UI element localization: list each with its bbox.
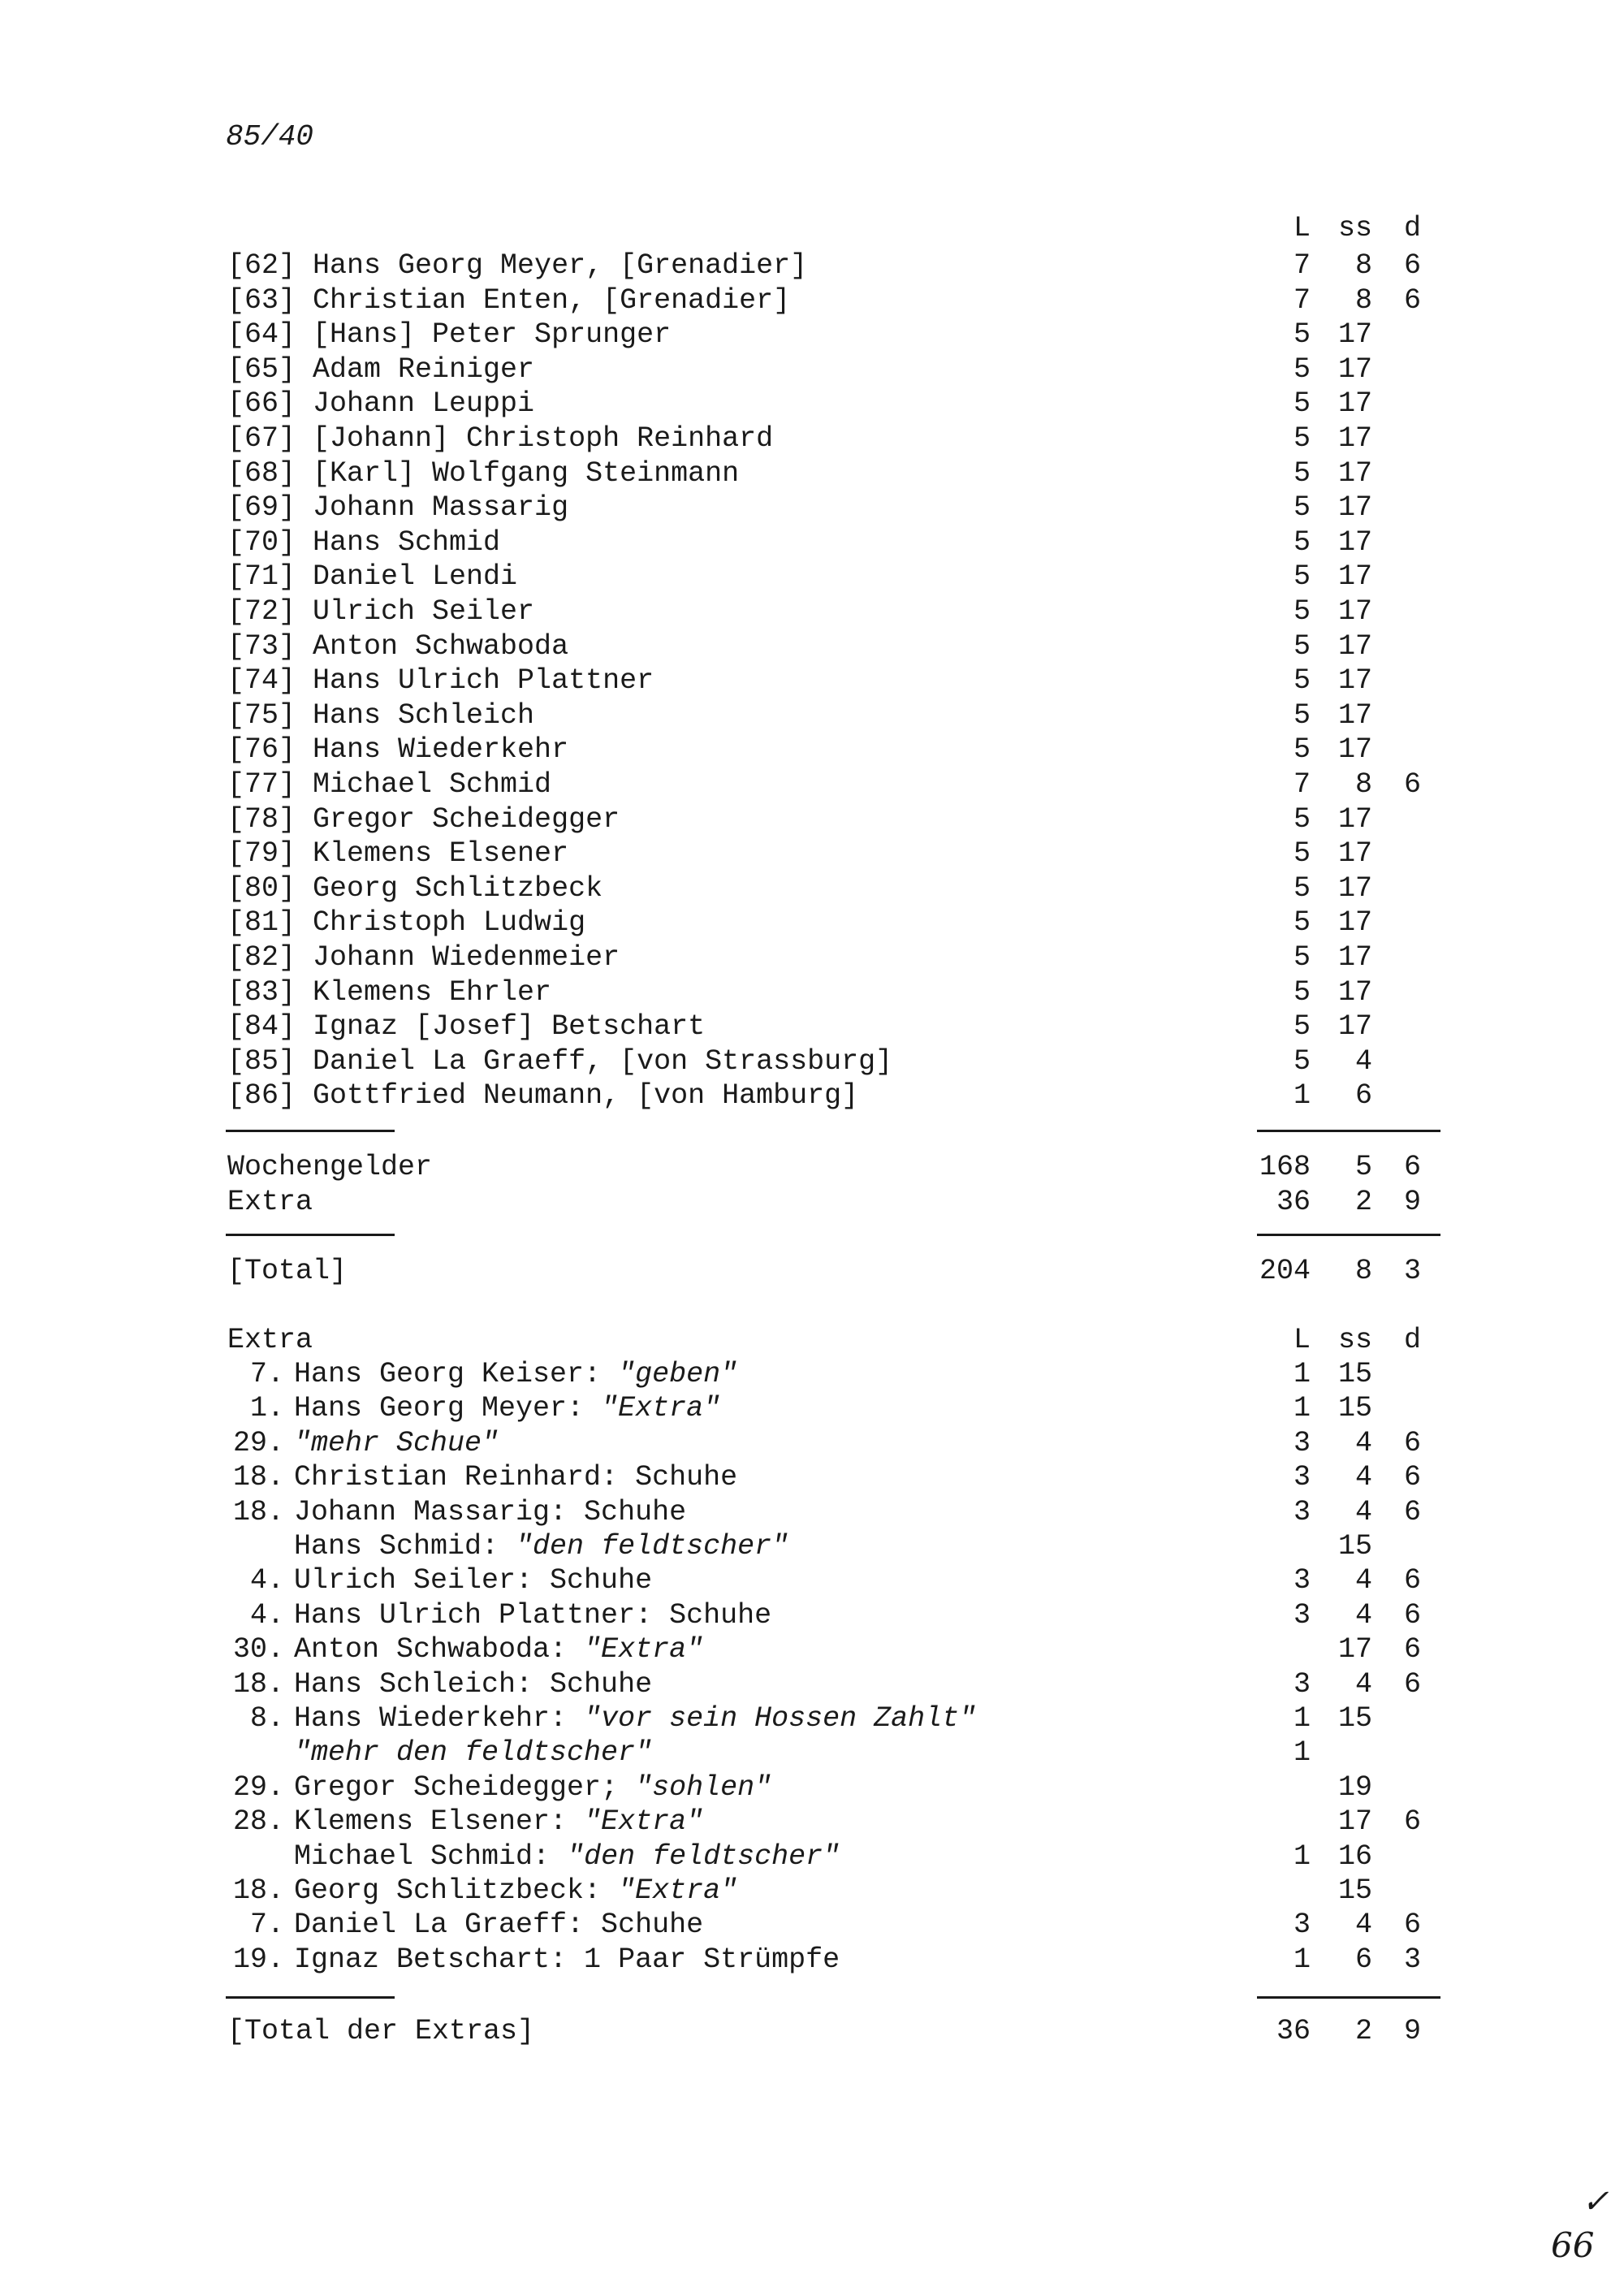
- entry-label: [83] Klemens Ehrler: [227, 975, 552, 1009]
- extra-name: Hans Wiederkehr:: [294, 1702, 585, 1735]
- extra-d: 6: [1403, 1667, 1421, 1701]
- entry-row: [0, 560, 1624, 594]
- entry-label: [76] Hans Wiederkehr: [227, 733, 569, 767]
- entry-row: [0, 629, 1624, 664]
- entry-row: [0, 664, 1624, 698]
- entry-label: [72] Ulrich Seiler: [227, 595, 535, 628]
- extra-note: "den feldtscher": [516, 1530, 789, 1563]
- extra-row: [0, 1529, 1624, 1563]
- extra-day: 29.: [232, 1426, 284, 1459]
- entry-label: [78] Gregor Scheidegger: [227, 802, 620, 836]
- extra-day: 18.: [232, 1495, 284, 1528]
- entry-ss: 17: [1337, 664, 1372, 698]
- extra-d: 6: [1403, 1426, 1421, 1459]
- subtotal-ss: 5: [1354, 1151, 1372, 1183]
- subtotal-ss: 2: [1354, 1185, 1372, 1218]
- extra-header-label: Extra: [227, 1324, 313, 1356]
- extra-ss: 16: [1337, 1840, 1372, 1873]
- entry-L: 5: [1293, 456, 1311, 490]
- entry-row: [0, 525, 1624, 560]
- extra-name: Hans Schmid:: [294, 1530, 516, 1563]
- extra-day: 30.: [232, 1633, 284, 1667]
- extra-day: 19.: [232, 1943, 284, 1976]
- extra-L: 3: [1293, 1909, 1311, 1942]
- extra-name: Hans Georg Keiser:: [294, 1358, 619, 1390]
- extra-ss: 15: [1337, 1392, 1372, 1425]
- extra-note: "vor sein Hossen Zahlt": [584, 1702, 977, 1735]
- entry-row: [0, 491, 1624, 525]
- entry-label: [75] Hans Schleich: [227, 698, 535, 732]
- extra-note: "Extra": [618, 1874, 738, 1907]
- entry-ss: 17: [1337, 595, 1372, 628]
- extra-note: "geben": [618, 1358, 738, 1390]
- extra-note: "Extra": [584, 1805, 704, 1839]
- extra-name: Hans Georg Meyer:: [294, 1392, 602, 1425]
- extra-ss: 15: [1337, 1702, 1372, 1735]
- extra-description: [294, 1598, 771, 1632]
- entry-ss: 17: [1337, 733, 1372, 767]
- extra-d: 6: [1403, 1495, 1421, 1528]
- entry-ss: 8: [1354, 283, 1372, 317]
- extra-description: [294, 1874, 737, 1908]
- extras-total-L: 36: [1276, 2015, 1311, 2047]
- subtotal-L: 36: [1276, 1185, 1311, 1218]
- entry-row: [0, 249, 1624, 283]
- total-ss: 8: [1354, 1255, 1372, 1287]
- extra-ss: 4: [1354, 1909, 1372, 1942]
- extra-day: 1.: [249, 1392, 284, 1425]
- divider-left: [226, 1996, 395, 1999]
- entry-ss: 17: [1337, 525, 1372, 559]
- extra-ss: 17: [1337, 1805, 1372, 1839]
- extra-name: Anton Schwaboda:: [294, 1633, 585, 1667]
- entry-L: 5: [1293, 975, 1311, 1009]
- extra-L: 3: [1293, 1461, 1311, 1494]
- entry-L: 5: [1293, 352, 1311, 386]
- entry-L: 5: [1293, 941, 1311, 974]
- entry-label: [73] Anton Schwaboda: [227, 629, 569, 663]
- extra-description: [294, 1701, 976, 1736]
- extra-note: "Extra": [584, 1633, 704, 1667]
- entry-L: 1: [1293, 1079, 1311, 1113]
- entry-row: [0, 975, 1624, 1009]
- entry-row: [0, 318, 1624, 352]
- entry-label: [65] Adam Reiniger: [227, 352, 535, 386]
- entry-L: 5: [1293, 802, 1311, 836]
- extra-ss: 4: [1354, 1461, 1372, 1494]
- extra-day: 7.: [249, 1358, 284, 1390]
- entry-ss: 8: [1354, 768, 1372, 801]
- entry-ss: 17: [1337, 698, 1372, 732]
- extra-description: [294, 1529, 788, 1563]
- extra-d: 6: [1403, 1461, 1421, 1494]
- entry-ss: 17: [1337, 422, 1372, 455]
- extra-day: 29.: [232, 1770, 284, 1804]
- subtotal-L: 168: [1259, 1151, 1311, 1183]
- entry-L: 5: [1293, 664, 1311, 698]
- extra-d: 6: [1403, 1909, 1421, 1942]
- entry-row: [0, 456, 1624, 491]
- extra-note: "sohlen": [635, 1770, 772, 1804]
- total-d: 3: [1403, 1255, 1421, 1287]
- entry-ss: 17: [1337, 352, 1372, 386]
- extra-name: Georg Schlitzbeck:: [294, 1874, 619, 1907]
- extra-day: 18.: [232, 1874, 284, 1907]
- extra-ss: 15: [1337, 1358, 1372, 1390]
- extra-row: [0, 1357, 1624, 1391]
- entry-ss: 17: [1337, 456, 1372, 490]
- entry-L: 5: [1293, 871, 1311, 905]
- extra-L: 3: [1293, 1426, 1311, 1459]
- entry-label: [70] Hans Schmid: [227, 525, 501, 559]
- extra-ss: 4: [1354, 1667, 1372, 1701]
- extra-row: [0, 1598, 1624, 1632]
- extra-name: Michael Schmid:: [294, 1840, 568, 1873]
- extras-total-d: 9: [1403, 2015, 1421, 2047]
- extra-row: [0, 1908, 1624, 1942]
- extra-description: [294, 1770, 771, 1805]
- entry-ss: 17: [1337, 871, 1372, 905]
- entry-row: [0, 283, 1624, 318]
- extra-d: 3: [1403, 1943, 1421, 1976]
- divider-right: [1257, 1130, 1440, 1132]
- extra-L: 1: [1293, 1358, 1311, 1390]
- extra-L: 3: [1293, 1598, 1311, 1632]
- extra-note: "mehr Schue": [294, 1426, 499, 1459]
- extra-day: 4.: [249, 1564, 284, 1597]
- extra-row: [0, 1460, 1624, 1494]
- subtotal-d: 6: [1403, 1151, 1421, 1183]
- entry-ss: 17: [1337, 906, 1372, 940]
- entry-label: [63] Christian Enten, [Grenadier]: [227, 283, 791, 317]
- subtotal-d: 9: [1403, 1185, 1421, 1218]
- total-label: [Total]: [227, 1255, 348, 1287]
- subtotal-row: [0, 1185, 1624, 1219]
- extra-row: [0, 1736, 1624, 1770]
- entry-label: [66] Johann Leuppi: [227, 387, 535, 421]
- divider-right: [1257, 1996, 1440, 1999]
- extra-L: 1: [1293, 1702, 1311, 1735]
- entry-row: [0, 1044, 1624, 1079]
- extras-total-label: [Total der Extras]: [227, 2015, 535, 2047]
- extra-ss: 17: [1337, 1633, 1372, 1667]
- entry-L: 7: [1293, 768, 1311, 801]
- extra-row: [0, 1805, 1624, 1839]
- extra-description: [294, 1357, 737, 1391]
- extra-name: Daniel La Graeff: Schuhe: [294, 1909, 704, 1942]
- extra-note: "Extra": [601, 1392, 721, 1425]
- extra-L: 3: [1293, 1564, 1311, 1597]
- extra-ss: 4: [1354, 1564, 1372, 1597]
- handwritten-page-number: 66: [1551, 2225, 1595, 2265]
- entry-label: [86] Gottfried Neumann, [von Hamburg]: [227, 1079, 859, 1113]
- extra-d: 6: [1403, 1633, 1421, 1667]
- subtotal-label: Extra: [227, 1185, 313, 1218]
- extra-d: 6: [1403, 1564, 1421, 1597]
- divider-left: [226, 1234, 395, 1236]
- entry-row: [0, 698, 1624, 733]
- extra-name: Klemens Elsener:: [294, 1805, 585, 1839]
- entry-label: [79] Klemens Elsener: [227, 837, 569, 871]
- entry-d: 6: [1403, 768, 1421, 801]
- entry-label: [67] [Johann] Christoph Reinhard: [227, 422, 774, 455]
- extra-description: [294, 1736, 652, 1770]
- entry-ss: 17: [1337, 387, 1372, 421]
- entry-label: [69] Johann Massarig: [227, 491, 569, 525]
- entry-label: [71] Daniel Lendi: [227, 560, 518, 594]
- entry-label: [82] Johann Wiedenmeier: [227, 941, 620, 974]
- entry-label: [80] Georg Schlitzbeck: [227, 871, 603, 905]
- entry-L: 7: [1293, 249, 1311, 282]
- extra-description: [294, 1805, 703, 1839]
- extra-row: [0, 1943, 1624, 1977]
- extra-L: 3: [1293, 1667, 1311, 1701]
- extra-day: 8.: [249, 1702, 284, 1735]
- extra-description: [294, 1632, 703, 1667]
- header-L: L: [1293, 212, 1311, 244]
- extra-note: "den feldtscher": [567, 1840, 840, 1873]
- extra-name: Ulrich Seiler: Schuhe: [294, 1564, 653, 1597]
- entry-d: 6: [1403, 283, 1421, 317]
- extra-day: 18.: [232, 1461, 284, 1494]
- header-d: d: [1403, 212, 1421, 244]
- extra-row: [0, 1563, 1624, 1597]
- entry-label: [81] Christoph Ludwig: [227, 906, 586, 940]
- extra-row: [0, 1770, 1624, 1805]
- entry-L: 5: [1293, 595, 1311, 628]
- entry-L: 5: [1293, 837, 1311, 871]
- entry-row: [0, 594, 1624, 629]
- extra-d: 6: [1403, 1805, 1421, 1839]
- entry-label: [77] Michael Schmid: [227, 768, 552, 801]
- extra-name: Ignaz Betschart: 1 Paar Strümpfe: [294, 1943, 840, 1976]
- entry-row: [0, 802, 1624, 837]
- extra-row: [0, 1495, 1624, 1529]
- entry-ss: 17: [1337, 318, 1372, 352]
- extra-row: [0, 1391, 1624, 1425]
- entry-row: [0, 1079, 1624, 1113]
- entry-label: [64] [Hans] Peter Sprunger: [227, 318, 672, 352]
- extra-ss: 4: [1354, 1426, 1372, 1459]
- extra-ss: 4: [1354, 1495, 1372, 1528]
- extra-day: 28.: [232, 1805, 284, 1839]
- entry-ss: 6: [1354, 1079, 1372, 1113]
- extras-total-row: [0, 2014, 1624, 2048]
- extra-L: 1: [1293, 1392, 1311, 1425]
- extra-day: 7.: [249, 1909, 284, 1942]
- entry-label: [84] Ignaz [Josef] Betschart: [227, 1010, 706, 1044]
- extra-ss: 19: [1337, 1770, 1372, 1804]
- entry-L: 5: [1293, 698, 1311, 732]
- entry-L: 5: [1293, 491, 1311, 525]
- extra-header-ss: ss: [1337, 1324, 1372, 1356]
- entry-L: 5: [1293, 906, 1311, 940]
- extra-ss: 4: [1354, 1598, 1372, 1632]
- entry-ss: 17: [1337, 629, 1372, 663]
- entry-L: 5: [1293, 560, 1311, 594]
- extra-row: [0, 1701, 1624, 1736]
- extra-ss: 6: [1354, 1943, 1372, 1976]
- entry-L: 5: [1293, 387, 1311, 421]
- total-row: [0, 1254, 1624, 1288]
- entry-row: [0, 352, 1624, 387]
- extra-row: [0, 1840, 1624, 1874]
- entry-L: 7: [1293, 283, 1311, 317]
- entry-label: [62] Hans Georg Meyer, [Grenadier]: [227, 249, 808, 282]
- entry-row: [0, 940, 1624, 975]
- column-header-row: [0, 211, 1624, 245]
- extra-header-row: [0, 1323, 1624, 1357]
- page-reference: 85/40: [226, 120, 314, 153]
- check-mark: ✓: [1582, 2183, 1609, 2220]
- entry-L: 5: [1293, 733, 1311, 767]
- entry-row: [0, 871, 1624, 906]
- entry-row: [0, 906, 1624, 940]
- extra-ss: 15: [1337, 1874, 1372, 1907]
- extra-description: [294, 1908, 703, 1942]
- entry-row: [0, 387, 1624, 421]
- extra-description: [294, 1667, 652, 1701]
- extra-L: 1: [1293, 1736, 1311, 1770]
- extra-L: 3: [1293, 1495, 1311, 1528]
- extra-name: Gregor Scheidegger;: [294, 1770, 636, 1804]
- total-L: 204: [1259, 1255, 1311, 1287]
- entry-row: [0, 837, 1624, 871]
- extra-description: [294, 1460, 737, 1494]
- entry-ss: 17: [1337, 1010, 1372, 1044]
- entry-L: 5: [1293, 318, 1311, 352]
- extra-row: [0, 1632, 1624, 1667]
- divider-right: [1257, 1234, 1440, 1236]
- extra-row: [0, 1874, 1624, 1908]
- entry-row: [0, 767, 1624, 802]
- extra-day: 18.: [232, 1667, 284, 1701]
- entry-label: [74] Hans Ulrich Plattner: [227, 664, 654, 698]
- entry-row: [0, 733, 1624, 767]
- extra-day: 4.: [249, 1598, 284, 1632]
- extra-row: [0, 1426, 1624, 1460]
- extra-L: 1: [1293, 1943, 1311, 1976]
- divider-left: [226, 1130, 395, 1132]
- subtotal-row: [0, 1150, 1624, 1184]
- extra-d: 6: [1403, 1598, 1421, 1632]
- entry-ss: 17: [1337, 837, 1372, 871]
- entry-ss: 4: [1354, 1044, 1372, 1078]
- entry-ss: 17: [1337, 560, 1372, 594]
- entry-ss: 17: [1337, 491, 1372, 525]
- extra-header-d: d: [1403, 1324, 1421, 1356]
- entry-L: 5: [1293, 1010, 1311, 1044]
- extra-row: [0, 1667, 1624, 1701]
- extra-description: [294, 1495, 686, 1529]
- extra-L: 1: [1293, 1840, 1311, 1873]
- extra-description: [294, 1391, 720, 1425]
- entry-d: 6: [1403, 249, 1421, 282]
- entry-ss: 8: [1354, 249, 1372, 282]
- extra-ss: 15: [1337, 1530, 1372, 1563]
- extra-note: "mehr den feldtscher": [294, 1736, 653, 1770]
- extra-name: Johann Massarig: Schuhe: [294, 1495, 687, 1528]
- extra-description: [294, 1563, 652, 1597]
- entry-ss: 17: [1337, 941, 1372, 974]
- entry-row: [0, 1009, 1624, 1044]
- header-ss: ss: [1337, 212, 1372, 244]
- entry-ss: 17: [1337, 802, 1372, 836]
- entry-L: 5: [1293, 1044, 1311, 1078]
- entry-ss: 17: [1337, 975, 1372, 1009]
- extra-name: Christian Reinhard: Schuhe: [294, 1461, 738, 1494]
- extra-header-L: L: [1293, 1324, 1311, 1356]
- entry-L: 5: [1293, 525, 1311, 559]
- subtotal-label: Wochengelder: [227, 1151, 433, 1183]
- extra-description: [294, 1840, 840, 1874]
- entry-label: [85] Daniel La Graeff, [von Strassburg]: [227, 1044, 893, 1078]
- entry-label: [68] [Karl] Wolfgang Steinmann: [227, 456, 740, 490]
- extra-name: Hans Ulrich Plattner: Schuhe: [294, 1598, 772, 1632]
- extras-total-ss: 2: [1354, 2015, 1372, 2047]
- entry-row: [0, 422, 1624, 456]
- entry-L: 5: [1293, 629, 1311, 663]
- extra-description: [294, 1943, 840, 1977]
- extra-name: Hans Schleich: Schuhe: [294, 1667, 653, 1701]
- entry-L: 5: [1293, 422, 1311, 455]
- extra-description: [294, 1426, 499, 1460]
